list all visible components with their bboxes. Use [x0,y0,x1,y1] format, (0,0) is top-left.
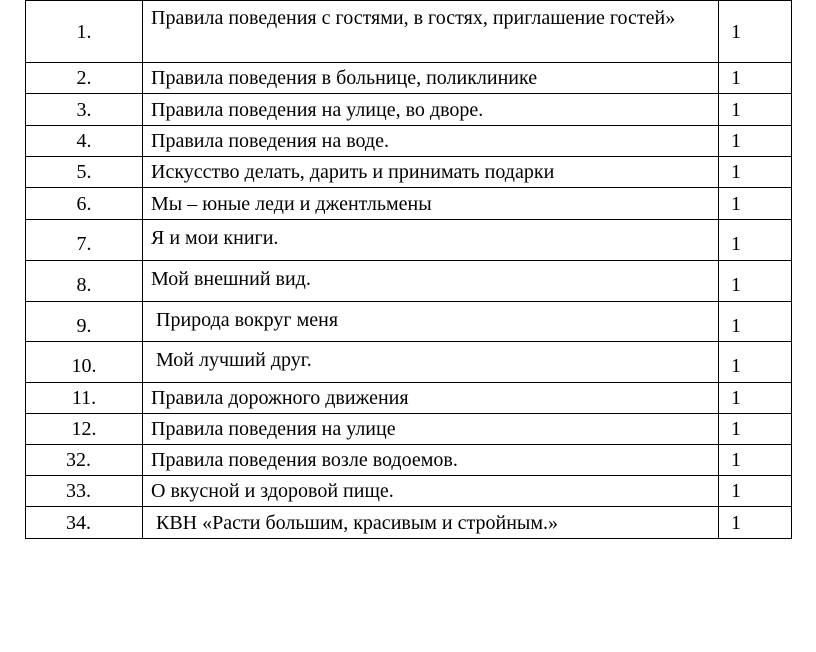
row-topic: Мой внешний вид. [143,261,719,302]
row-topic: Правила дорожного движения [143,383,719,414]
row-topic: Правила поведения на улице [143,414,719,445]
row-number: 33. [26,476,143,507]
table-row [26,94,792,126]
row-hours: 1 [719,157,792,188]
row-number: 6. [26,188,143,220]
row-topic: Я и мои книги. [143,220,719,261]
row-topic: Правила поведения с гостями, в гостях, приглашение гостей» [143,1,719,63]
lesson-table [25,0,792,539]
table-row [26,383,792,414]
row-number: 10. [26,342,143,383]
row-topic: КВН «Расти большим, красивым и стройным.» [143,507,719,539]
row-number: 32. [26,445,143,476]
row-hours: 1 [719,476,792,507]
table-row [26,220,792,261]
table-row [26,414,792,445]
row-number: 34. [26,507,143,539]
table-row [26,342,792,383]
table-row [26,302,792,342]
table-row [26,476,792,507]
row-number: 5. [26,157,143,188]
row-number: 2. [26,63,143,94]
row-hours: 1 [719,383,792,414]
table-row [26,157,792,188]
row-hours: 1 [719,63,792,94]
row-hours: 1 [719,220,792,261]
row-number: 4. [26,126,143,157]
row-hours: 1 [719,414,792,445]
row-topic: Правила поведения на улице, во дворе. [143,94,719,126]
row-hours: 1 [719,188,792,220]
row-hours: 1 [719,445,792,476]
row-hours: 1 [719,507,792,539]
table-row [26,507,792,539]
row-topic: Правила поведения в больнице, поликлинике [143,63,719,94]
table-row [26,261,792,302]
row-hours: 1 [719,94,792,126]
row-hours: 1 [719,261,792,302]
row-hours: 1 [719,126,792,157]
row-topic: Искусство делать, дарить и принимать подарки [143,157,719,188]
table-row [26,1,792,63]
row-number: 7. [26,220,143,261]
row-topic: Мы – юные леди и джентльмены [143,188,719,220]
row-hours: 1 [719,342,792,383]
row-number: 11. [26,383,143,414]
row-topic: Природа вокруг меня [143,302,719,342]
row-topic: Правила поведения возле водоемов. [143,445,719,476]
table-row [26,445,792,476]
row-topic: Мой лучший друг. [143,342,719,383]
row-number: 12. [26,414,143,445]
row-number: 1. [26,1,143,63]
row-topic: О вкусной и здоровой пище. [143,476,719,507]
row-number: 9. [26,302,143,342]
row-hours: 1 [719,302,792,342]
table-row [26,188,792,220]
row-topic: Правила поведения на воде. [143,126,719,157]
row-hours: 1 [719,1,792,63]
row-number: 3. [26,94,143,126]
row-number: 8. [26,261,143,302]
table-row [26,126,792,157]
table-row [26,63,792,94]
